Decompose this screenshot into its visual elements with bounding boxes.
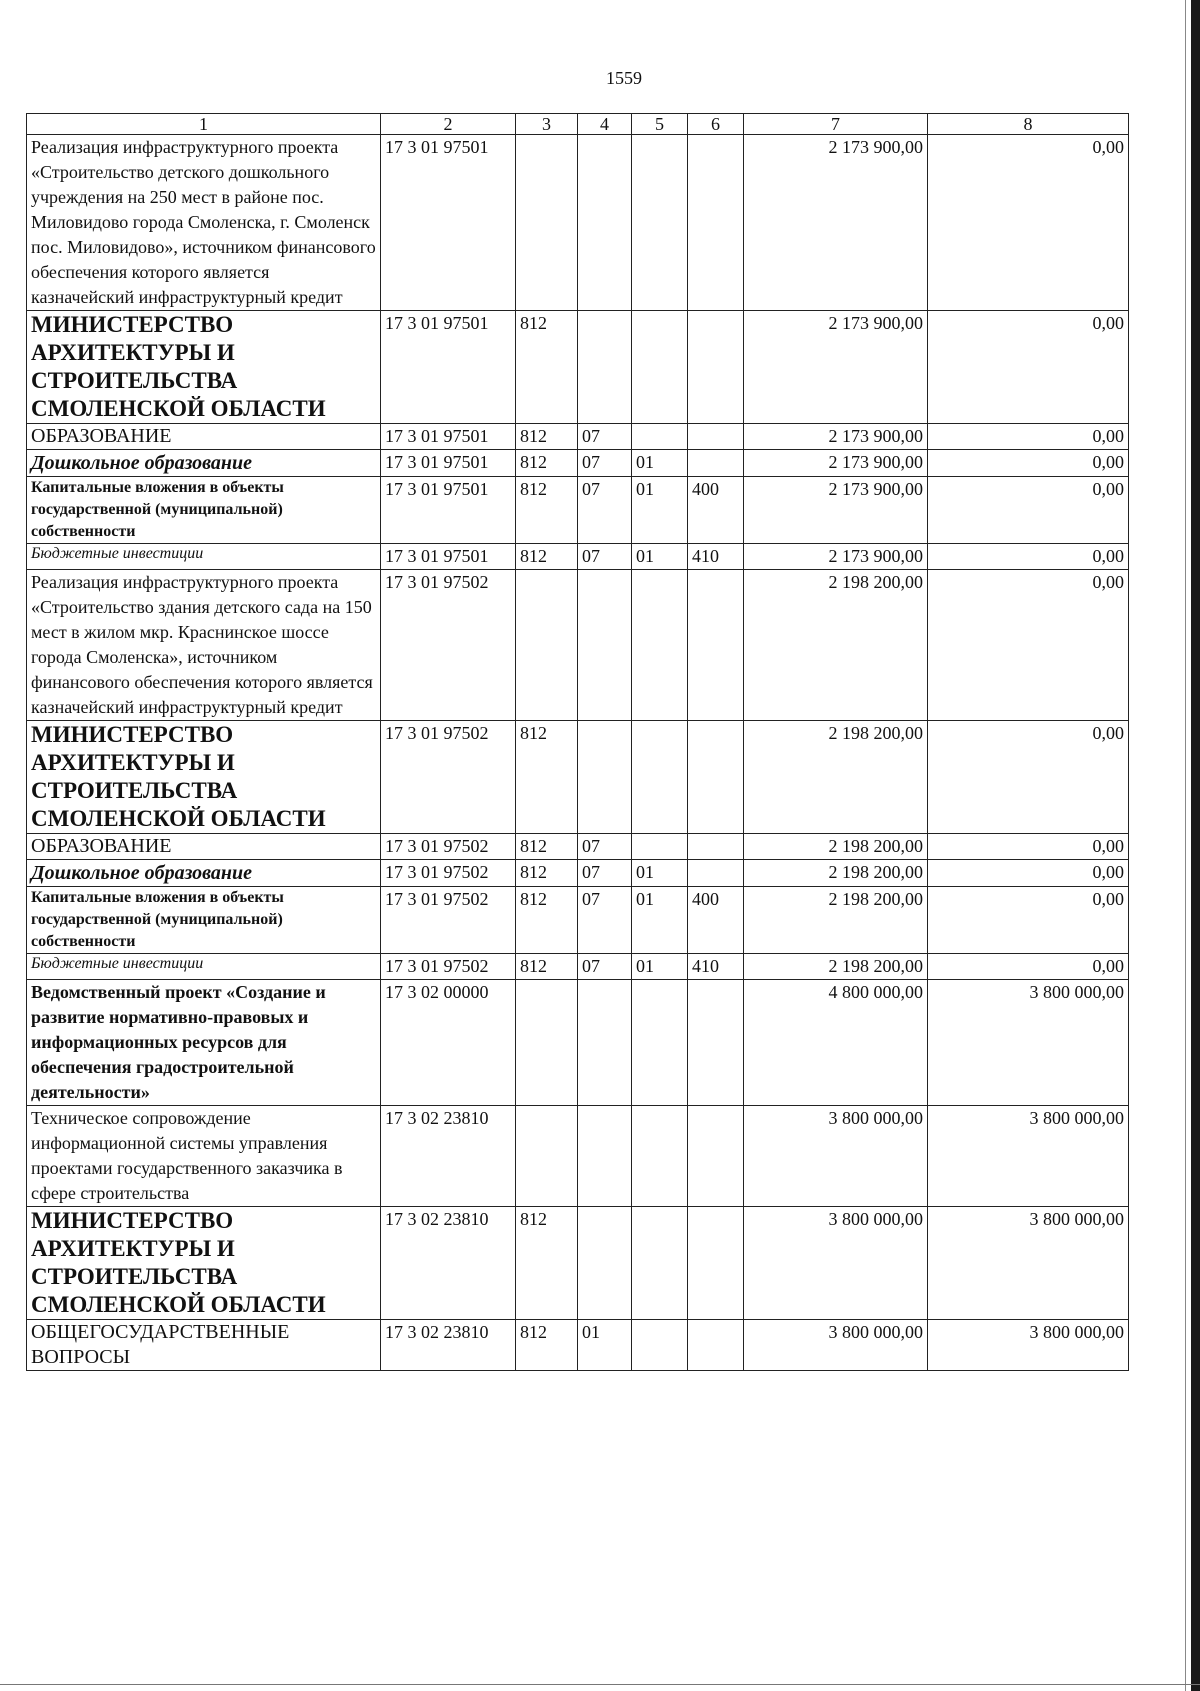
row-amount-col8-cell: 0,00 (928, 887, 1129, 954)
row-code-cell: 17 3 01 97502 (381, 887, 516, 954)
table-row (27, 424, 1129, 450)
row-col3-cell: 812 (516, 860, 578, 887)
row-col3-cell: 812 (516, 311, 578, 424)
row-amount-col7-cell: 2 173 900,00 (744, 450, 928, 477)
column-header-7: 7 (744, 114, 928, 135)
row-col5-cell (632, 1320, 688, 1371)
row-code-cell: 17 3 01 97502 (381, 721, 516, 834)
row-col6-cell (688, 860, 744, 887)
row-code-cell: 17 3 01 97501 (381, 135, 516, 311)
row-col5-cell: 01 (632, 954, 688, 980)
table-row (27, 1207, 1129, 1320)
row-col5-cell: 01 (632, 450, 688, 477)
row-amount-col7-cell: 2 198 200,00 (744, 954, 928, 980)
row-col5-cell (632, 1207, 688, 1320)
row-amount-col7-cell: 2 173 900,00 (744, 477, 928, 544)
row-name-cell: МИНИСТЕРСТВО АРХИТЕКТУРЫ И СТРОИТЕЛЬСТВА СМОЛЕНСКОЙ ОБЛАСТИ (27, 311, 381, 424)
row-code-cell: 17 3 01 97502 (381, 954, 516, 980)
row-col3-cell (516, 570, 578, 721)
row-amount-col7-cell: 3 800 000,00 (744, 1207, 928, 1320)
row-amount-col8-cell: 3 800 000,00 (928, 980, 1129, 1106)
row-amount-col7-cell: 3 800 000,00 (744, 1106, 928, 1207)
row-name-cell: ОБРАЗОВАНИЕ (27, 424, 381, 450)
row-col4-cell (578, 980, 632, 1106)
column-header-5: 5 (632, 114, 688, 135)
row-code-cell: 17 3 01 97502 (381, 570, 516, 721)
row-col4-cell: 01 (578, 1320, 632, 1371)
row-amount-col7-cell: 4 800 000,00 (744, 980, 928, 1106)
row-col6-cell (688, 1207, 744, 1320)
row-code-cell: 17 3 02 00000 (381, 980, 516, 1106)
row-col5-cell (632, 980, 688, 1106)
row-col5-cell (632, 570, 688, 721)
row-name-cell: Бюджетные инвестиции (27, 544, 381, 570)
row-col4-cell: 07 (578, 544, 632, 570)
row-col5-cell: 01 (632, 477, 688, 544)
row-code-cell: 17 3 02 23810 (381, 1207, 516, 1320)
row-col4-cell: 07 (578, 887, 632, 954)
row-col6-cell (688, 570, 744, 721)
row-col3-cell (516, 1106, 578, 1207)
row-amount-col7-cell: 2 173 900,00 (744, 424, 928, 450)
row-amount-col8-cell: 0,00 (928, 135, 1129, 311)
row-amount-col8-cell: 3 800 000,00 (928, 1320, 1129, 1371)
row-col4-cell: 07 (578, 424, 632, 450)
row-col5-cell (632, 721, 688, 834)
row-amount-col8-cell: 0,00 (928, 424, 1129, 450)
row-name-cell: Ведомственный проект «Создание и развитие нормативно-правовых и информационных ресурсов для обеспечения градостроительной деятельности» (27, 980, 381, 1106)
row-name-cell: МИНИСТЕРСТВО АРХИТЕКТУРЫ И СТРОИТЕЛЬСТВА СМОЛЕНСКОЙ ОБЛАСТИ (27, 1207, 381, 1320)
row-col6-cell (688, 311, 744, 424)
row-col4-cell: 07 (578, 477, 632, 544)
row-col3-cell: 812 (516, 721, 578, 834)
table-row (27, 311, 1129, 424)
table-row (27, 477, 1129, 544)
table-row (27, 1320, 1129, 1371)
column-header-1: 1 (27, 114, 381, 135)
row-col6-cell: 400 (688, 477, 744, 544)
row-col5-cell (632, 1106, 688, 1207)
row-code-cell: 17 3 02 23810 (381, 1320, 516, 1371)
row-code-cell: 17 3 01 97501 (381, 424, 516, 450)
row-code-cell: 17 3 01 97501 (381, 450, 516, 477)
row-col5-cell: 01 (632, 887, 688, 954)
row-col6-cell: 410 (688, 954, 744, 980)
row-amount-col7-cell: 2 198 200,00 (744, 860, 928, 887)
column-header-6: 6 (688, 114, 744, 135)
row-col3-cell: 812 (516, 450, 578, 477)
row-col3-cell (516, 980, 578, 1106)
row-col4-cell (578, 1207, 632, 1320)
row-col4-cell (578, 721, 632, 834)
row-col4-cell: 07 (578, 860, 632, 887)
row-amount-col7-cell: 2 173 900,00 (744, 544, 928, 570)
table-row (27, 887, 1129, 954)
row-col5-cell (632, 135, 688, 311)
row-col3-cell: 812 (516, 1207, 578, 1320)
row-col6-cell (688, 424, 744, 450)
column-header-2: 2 (381, 114, 516, 135)
row-amount-col8-cell: 3 800 000,00 (928, 1106, 1129, 1207)
row-amount-col7-cell: 2 198 200,00 (744, 834, 928, 860)
row-col5-cell (632, 311, 688, 424)
row-name-cell: Реализация инфраструктурного проекта «Строительство детского дошкольного учреждения на 250 мест в районе пос. Миловидово города Смоленска, г. Смоленск пос. Миловидово», источником финансового обеспечения которого является казначейский инфраструктурный кредит (27, 135, 381, 311)
row-col3-cell: 812 (516, 424, 578, 450)
row-col3-cell: 812 (516, 1320, 578, 1371)
row-col5-cell: 01 (632, 860, 688, 887)
row-col6-cell: 410 (688, 544, 744, 570)
row-code-cell: 17 3 01 97502 (381, 860, 516, 887)
row-col4-cell (578, 135, 632, 311)
table-row (27, 450, 1129, 477)
row-name-cell: Капитальные вложения в объекты государственной (муниципальной) собственности (27, 477, 381, 544)
row-col4-cell: 07 (578, 954, 632, 980)
scan-border-right (1191, 0, 1200, 1691)
table-header-row (27, 114, 1129, 135)
row-col6-cell (688, 721, 744, 834)
row-col6-cell (688, 1106, 744, 1207)
table-row (27, 860, 1129, 887)
row-amount-col7-cell: 3 800 000,00 (744, 1320, 928, 1371)
row-col6-cell (688, 834, 744, 860)
row-amount-col8-cell: 0,00 (928, 311, 1129, 424)
row-col5-cell (632, 424, 688, 450)
row-col3-cell: 812 (516, 544, 578, 570)
table-row (27, 1106, 1129, 1207)
row-col4-cell (578, 311, 632, 424)
column-header-3: 3 (516, 114, 578, 135)
row-col6-cell (688, 450, 744, 477)
row-col6-cell (688, 980, 744, 1106)
row-name-cell: Бюджетные инвестиции (27, 954, 381, 980)
column-header-8: 8 (928, 114, 1129, 135)
row-amount-col8-cell: 0,00 (928, 570, 1129, 721)
row-col5-cell (632, 834, 688, 860)
row-code-cell: 17 3 01 97501 (381, 544, 516, 570)
row-col4-cell (578, 1106, 632, 1207)
row-amount-col8-cell: 0,00 (928, 477, 1129, 544)
row-col4-cell: 07 (578, 834, 632, 860)
row-amount-col8-cell: 0,00 (928, 450, 1129, 477)
row-amount-col8-cell: 0,00 (928, 954, 1129, 980)
row-col4-cell (578, 570, 632, 721)
budget-table (26, 113, 1129, 1371)
row-amount-col7-cell: 2 198 200,00 (744, 721, 928, 834)
row-name-cell: Реализация инфраструктурного проекта «Строительство здания детского сада на 150 мест в жилом мкр. Краснинское шоссе города Смоленска», источником финансового обеспечения которого является казначейский инфраструктурный кредит (27, 570, 381, 721)
scan-border-line (1185, 0, 1186, 1691)
row-col3-cell: 812 (516, 954, 578, 980)
row-col4-cell: 07 (578, 450, 632, 477)
table-row (27, 980, 1129, 1106)
scan-border-bottom (0, 1684, 1200, 1685)
row-code-cell: 17 3 01 97501 (381, 311, 516, 424)
row-amount-col7-cell: 2 198 200,00 (744, 570, 928, 721)
column-header-4: 4 (578, 114, 632, 135)
row-col5-cell: 01 (632, 544, 688, 570)
row-col6-cell (688, 135, 744, 311)
table-row (27, 834, 1129, 860)
row-col6-cell: 400 (688, 887, 744, 954)
row-amount-col7-cell: 2 198 200,00 (744, 887, 928, 954)
row-amount-col7-cell: 2 173 900,00 (744, 135, 928, 311)
row-name-cell: ОБРАЗОВАНИЕ (27, 834, 381, 860)
row-amount-col8-cell: 0,00 (928, 544, 1129, 570)
row-code-cell: 17 3 01 97502 (381, 834, 516, 860)
row-name-cell: Капитальные вложения в объекты государственной (муниципальной) собственности (27, 887, 381, 954)
table-row (27, 954, 1129, 980)
row-name-cell: Дошкольное образование (27, 860, 381, 887)
row-name-cell: Дошкольное образование (27, 450, 381, 477)
table-row (27, 135, 1129, 311)
row-col3-cell: 812 (516, 834, 578, 860)
row-name-cell: ОБЩЕГОСУДАРСТВЕННЫЕ ВОПРОСЫ (27, 1320, 381, 1371)
row-col3-cell: 812 (516, 477, 578, 544)
row-code-cell: 17 3 01 97501 (381, 477, 516, 544)
row-name-cell: МИНИСТЕРСТВО АРХИТЕКТУРЫ И СТРОИТЕЛЬСТВА СМОЛЕНСКОЙ ОБЛАСТИ (27, 721, 381, 834)
row-amount-col8-cell: 3 800 000,00 (928, 1207, 1129, 1320)
table-body (27, 135, 1129, 1371)
row-amount-col8-cell: 0,00 (928, 860, 1129, 887)
table-row (27, 544, 1129, 570)
row-col6-cell (688, 1320, 744, 1371)
row-name-cell: Техническое сопровождение информационной системы управления проектами государственного заказчика в сфере строительства (27, 1106, 381, 1207)
table-row (27, 721, 1129, 834)
table-row (27, 570, 1129, 721)
page-number: 1559 (606, 68, 642, 88)
row-amount-col7-cell: 2 173 900,00 (744, 311, 928, 424)
row-code-cell: 17 3 02 23810 (381, 1106, 516, 1207)
row-amount-col8-cell: 0,00 (928, 721, 1129, 834)
row-amount-col8-cell: 0,00 (928, 834, 1129, 860)
row-col3-cell (516, 135, 578, 311)
row-col3-cell: 812 (516, 887, 578, 954)
